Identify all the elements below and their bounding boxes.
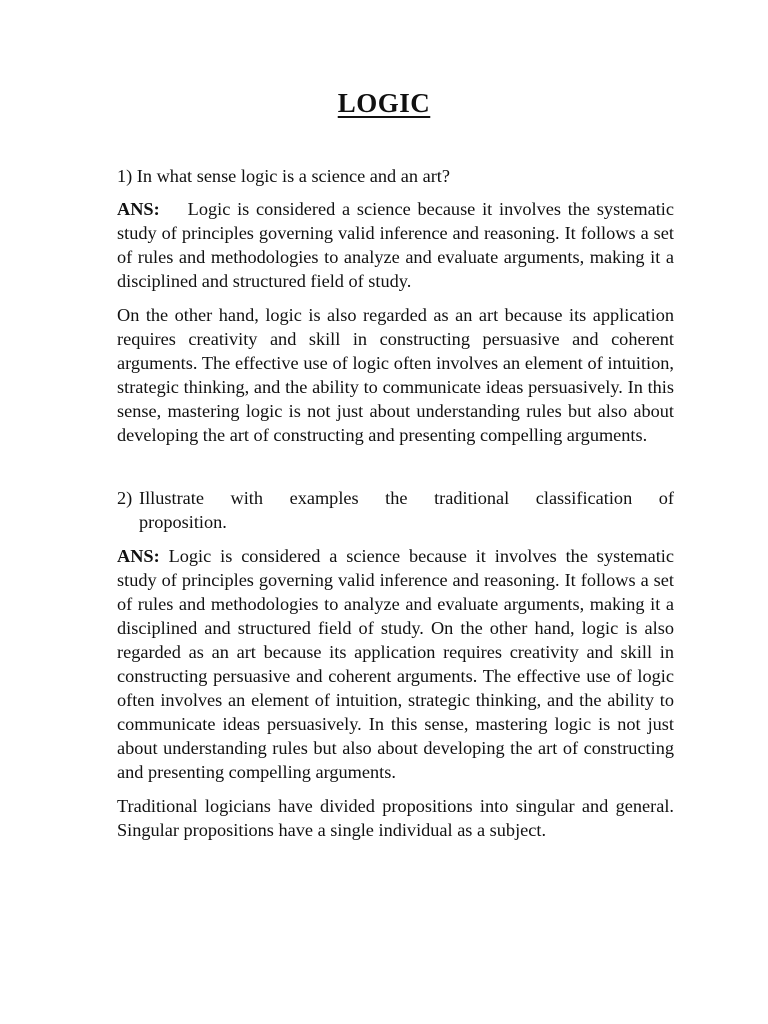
page-title-text: LOGIC (337, 88, 431, 118)
question-2 (117, 486, 674, 534)
answer-1-text: Logic is considered a science because it involves the systematic study of principles governing valid inference and reasoning. It follows a set of rules and methodologies to analyze and evaluate arguments, making it a disciplined and structured field of study. (117, 199, 674, 291)
answer-2-paragraph-2: Traditional logicians have divided propositions into singular and general. Singular propositions have a single individual as a subject. (117, 796, 674, 840)
page-title (0, 88, 768, 119)
question-2-line-2: proposition. (139, 512, 227, 532)
answer-2-label: ANS: (117, 546, 160, 566)
section-spacer (117, 457, 674, 486)
question-2-number: 2) (117, 488, 133, 508)
question-1: 1) In what sense logic is a science and an art? (117, 166, 450, 186)
answer-1-paragraph-2: On the other hand, logic is also regarded as an art because its application requires creativity and skill in constructing persuasive and coherent arguments. The effective use of logic often involves an element of intuition, strategic thinking, and the ability to communicate ideas persuasively. In this sense, mastering logic is not just about understanding rules but also about developing the art of constructing and presenting compelling arguments. (117, 305, 674, 445)
question-2-line-1: Illustrate with examples the traditional classification of (139, 488, 674, 508)
answer-2-text: Logic is considered a science because it involves the systematic study of principles governing valid inference and reasoning. It follows a set of rules and methodologies to analyze and evaluate arguments, making it a disciplined and structured field of study. On the other hand, logic is also regarded as an art because its application requires creativity and skill in constructing persuasive and coherent arguments. The effective use of logic often involves an element of intuition, strategic thinking, and the ability to communicate ideas persuasively. In this sense, mastering logic is not just about understanding rules but also about developing the art of constructing and presenting compelling arguments. (117, 546, 674, 782)
answer-1-label: ANS: (117, 199, 160, 219)
question-2-text (139, 486, 674, 534)
answer-1 (117, 197, 674, 293)
document-body (117, 164, 674, 852)
answer-2 (117, 544, 674, 784)
